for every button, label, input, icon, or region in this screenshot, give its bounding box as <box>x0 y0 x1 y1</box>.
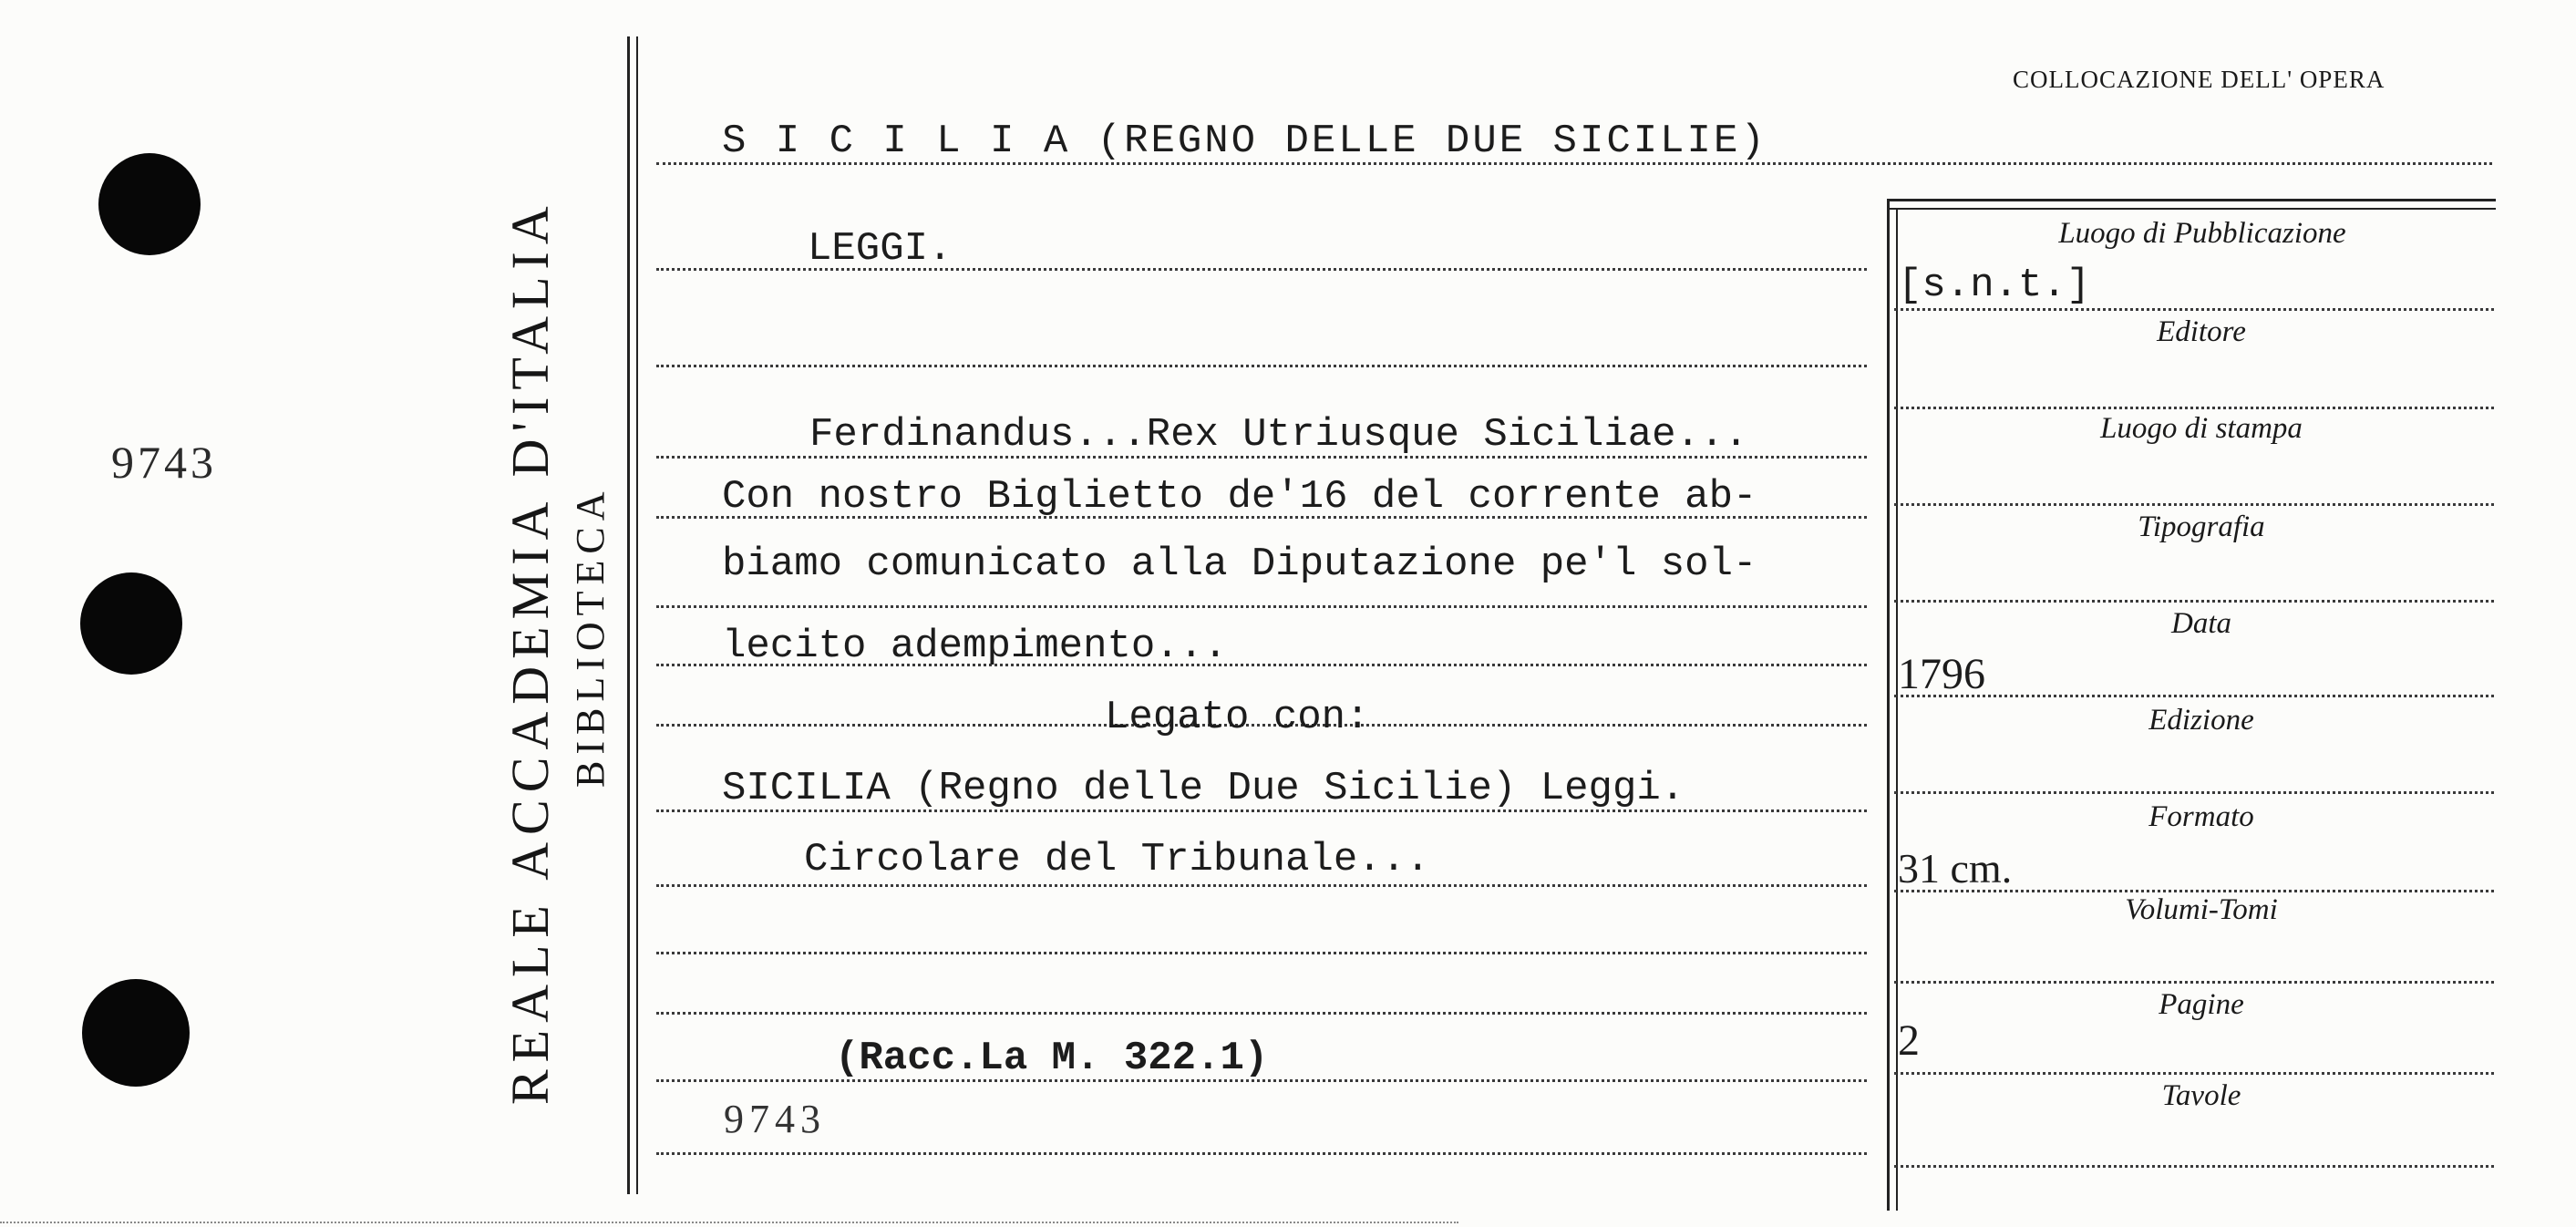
field-rule <box>1894 407 2494 409</box>
panel-border-top <box>1887 199 2496 201</box>
field-value-data: 1796 <box>1898 650 1985 698</box>
panel-border-left <box>1887 199 1890 1211</box>
field-rule <box>1894 503 2494 506</box>
panel-border-top-inner <box>1887 208 2496 210</box>
field-rule <box>1894 1165 2494 1168</box>
entry-line-1: Ferdinandus...Rex Utriusque Siciliae... <box>809 412 1748 458</box>
entry-line-5: Legato con: <box>1105 695 1370 740</box>
ruled-line <box>656 1012 1867 1015</box>
field-value-luogo-pubblicazione: [s.n.t.] <box>1898 263 2091 308</box>
entry-line-3: biamo comunicato alla Diputazione pe'l sol- <box>722 541 1757 587</box>
field-rule <box>1894 695 2494 697</box>
punch-hole-middle <box>80 572 182 675</box>
field-rule <box>1894 890 2494 892</box>
institution-name: REALE ACCADEMIA D'ITALIA <box>500 199 560 1105</box>
punch-hole-top <box>98 153 201 255</box>
ruled-line <box>656 1152 1867 1155</box>
library-label: BIBLIOTECA <box>568 485 613 788</box>
margin-line-left <box>627 36 630 1194</box>
location-header: COLLOCAZIONE DELL' OPERA <box>2013 66 2385 93</box>
ruled-line <box>656 365 1867 367</box>
field-rule <box>1894 791 2494 794</box>
field-label-luogo-stampa: Luogo di stampa <box>2100 412 2303 445</box>
field-label-edizione: Edizione <box>2148 704 2254 737</box>
field-rule <box>1894 1072 2494 1075</box>
ruled-line <box>656 605 1867 608</box>
field-label-luogo-pubblicazione: Luogo di Pubblicazione <box>2058 217 2346 250</box>
field-rule <box>1894 600 2494 603</box>
punch-hole-bottom <box>82 979 190 1087</box>
entry-heading: S I C I L I A (REGNO DELLE DUE SICILIE) <box>722 119 1767 164</box>
field-label-editore: Editore <box>2157 315 2246 348</box>
field-label-formato: Formato <box>2148 800 2254 833</box>
field-rule <box>1894 981 2494 984</box>
ruled-line <box>656 884 1867 887</box>
field-value-formato: 31 cm. <box>1898 845 2013 892</box>
field-label-data: Data <box>2171 607 2231 640</box>
side-number: 9743 <box>111 437 217 488</box>
entry-line-6: SICILIA (Regno delle Due Sicilie) Leggi. <box>722 766 1685 811</box>
card-bottom-edge <box>0 1222 1458 1223</box>
ruled-line <box>656 952 1867 954</box>
field-rule <box>1894 308 2494 311</box>
collection-number: (Racc.La M. 322.1) <box>835 1036 1269 1081</box>
margin-line-right <box>636 36 638 1194</box>
field-value-pagine: 2 <box>1898 1016 1920 1065</box>
entry-line-7: Circolare del Tribunale... <box>804 837 1430 882</box>
field-label-pagine: Pagine <box>2159 988 2244 1021</box>
entry-subject: LEGGI. <box>808 226 953 272</box>
entry-line-2: Con nostro Biglietto de'16 del corrente ab- <box>722 474 1757 520</box>
field-label-volumi-tomi: Volumi-Tomi <box>2125 893 2278 926</box>
inventory-number: 9743 <box>724 1097 826 1141</box>
field-label-tavole: Tavole <box>2161 1079 2241 1112</box>
entry-line-4: lecito adempimento... <box>722 624 1228 669</box>
field-label-tipografia: Tipografia <box>2138 510 2265 543</box>
